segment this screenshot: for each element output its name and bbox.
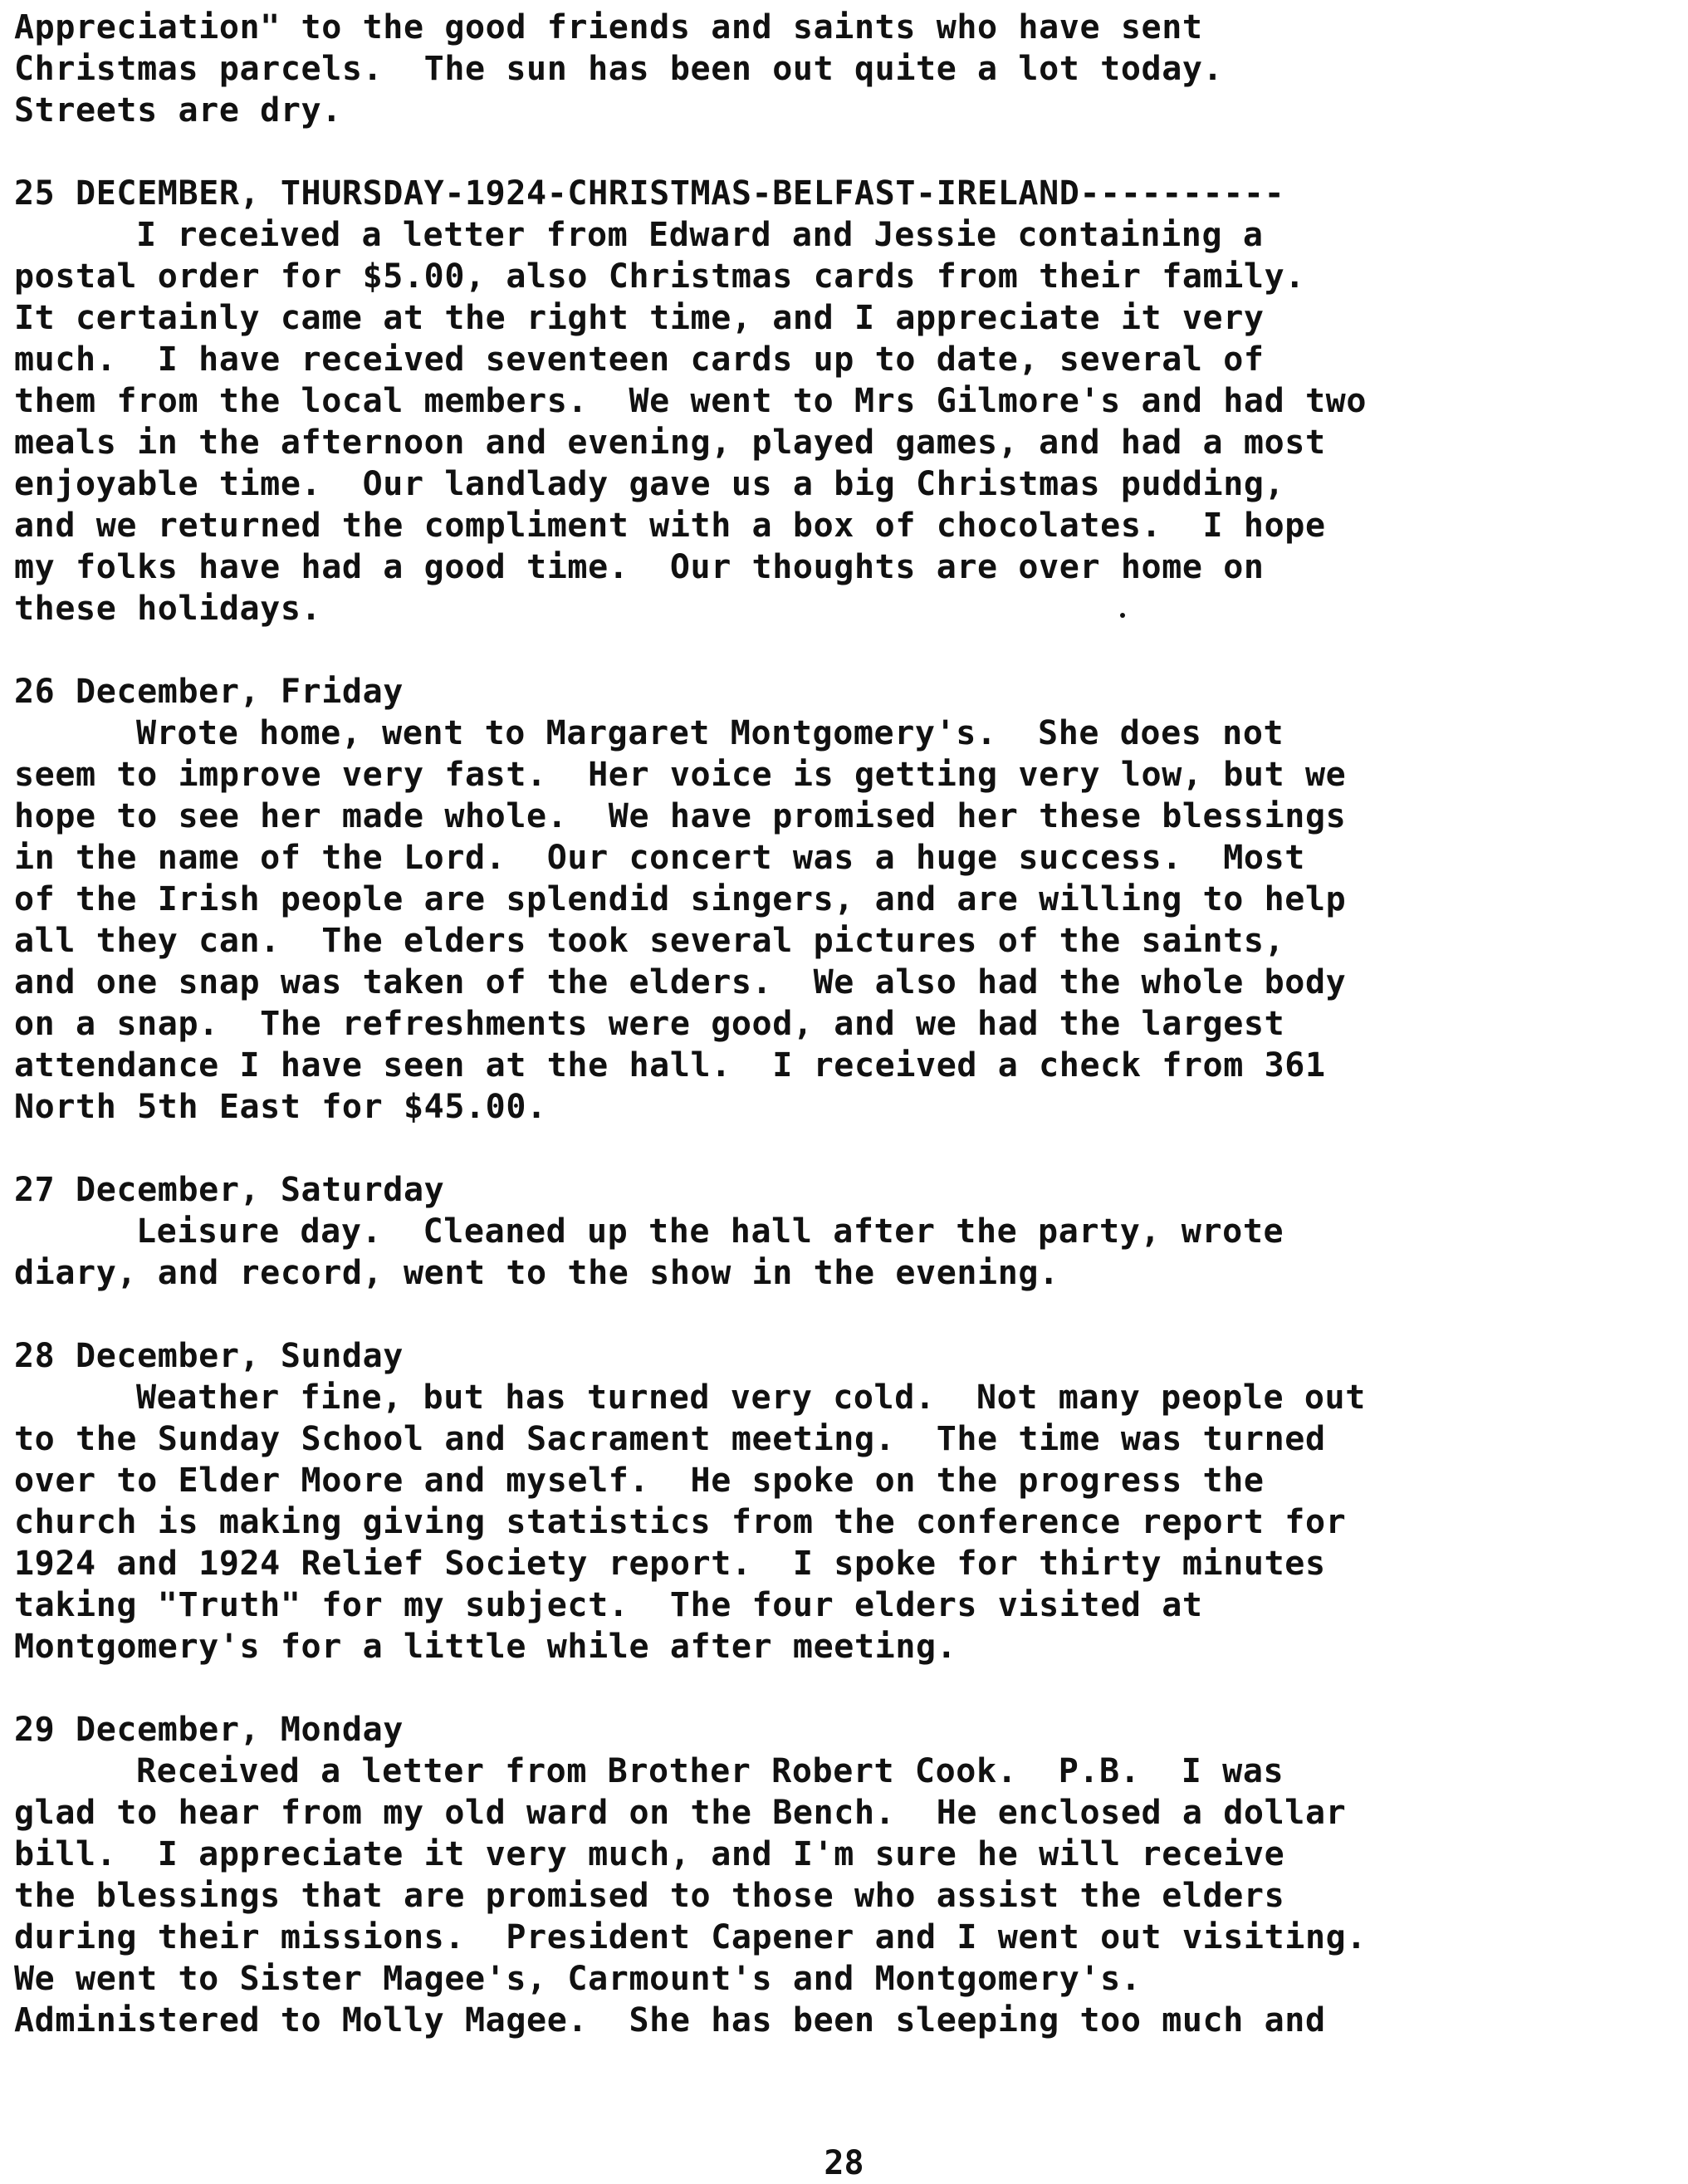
entry-first-line: Weather fine, but has turned very cold. Not many people out [136,1378,1366,1417]
entry-heading-26-december: 26 December, Friday [14,673,404,711]
entry-first-line: Wrote home, went to Margaret Montgomery's. She does not [136,714,1284,752]
entry-line: Administered to Molly Magee. She has been sleeping too much and [14,2001,1326,2040]
entry-line: to the Sunday School and Sacrament meeting. The time was turned [14,1420,1326,1458]
entry-first-line: Received a letter from Brother Robert Cook. P.B. I was [136,1752,1284,1790]
entry-first-line: I received a letter from Edward and Jessie containing a [136,216,1264,254]
entry-line: meals in the afternoon and evening, played games, and had a most [14,424,1326,462]
entry-line: We went to Sister Magee's, Carmount's and Montgomery's. [14,1960,1142,1998]
entry-line: It certainly came at the right time, and I appreciate it very [14,299,1265,337]
entry-heading-28-december: 28 December, Sunday [14,1337,404,1375]
entry-line: them from the local members. We went to Mrs Gilmore's and had two [14,382,1368,420]
entry-line: these holidays. [14,590,322,628]
entry-line: my folks have had a good time. Our thoughts are over home on [14,548,1265,586]
paragraph-gap [14,131,1675,173]
entry-line: of the Irish people are splendid singers, and are willing to help [14,880,1347,918]
entry-line: all they can. The elders took several pictures of the saints, [14,922,1285,960]
paragraph-gap [14,629,1675,671]
entry-heading-27-december: 27 December, Saturday [14,1171,445,1209]
entry-first-line: Leisure day. Cleaned up the hall after the party, wrote [136,1212,1284,1251]
entry-line: Montgomery's for a little while after meeting. [14,1628,957,1666]
entry-line: enjoyable time. Our landlady gave us a big Christmas pudding, [14,465,1285,503]
entry-line: taking "Truth" for my subject. The four elders visited at [14,1586,1203,1624]
entry-line: diary, and record, went to the show in the evening. [14,1254,1059,1292]
entry-line: bill. I appreciate it very much, and I'm sure he will receive [14,1835,1285,1873]
entry-line: much. I have received seventeen cards up to date, several of [14,340,1265,379]
paragraph-gap [14,1128,1675,1169]
entry-heading-29-december: 29 December, Monday [14,1711,404,1749]
entry-line: 1924 and 1924 Relief Society report. I spoke for thirty minutes [14,1545,1326,1583]
opening-line: Streets are dry. [14,91,342,130]
entry-line: hope to see her made whole. We have promised her these blessings [14,797,1347,835]
entry-line: in the name of the Lord. Our concert was a huge success. Most [14,839,1305,877]
entry-line: glad to hear from my old ward on the Bench. He enclosed a dollar [14,1794,1347,1832]
entry-line: seem to improve very fast. Her voice is getting very low, but we [14,756,1347,794]
opening-line: Christmas parcels. The sun has been out quite a lot today. [14,50,1224,88]
opening-line: Appreciation" to the good friends and saints who have sent [14,8,1203,47]
diary-text [14,7,1675,2041]
paragraph-gap [14,1294,1675,1335]
entry-line: church is making giving statistics from the conference report for [14,1503,1347,1541]
entry-line: during their missions. President Capener and I went out visiting. [14,1918,1368,1956]
paragraph-gap [14,1667,1675,1709]
entry-line: and we returned the compliment with a box of chocolates. I hope [14,507,1326,545]
entry-heading-25-december: 25 DECEMBER, THURSDAY-1924-CHRISTMAS-BELFAST-IRELAND---------- [14,174,1285,213]
entry-line: North 5th East for $45.00. [14,1088,547,1126]
entry-line: over to Elder Moore and myself. He spoke on the progress the [14,1462,1265,1500]
entry-line: and one snap was taken of the elders. We also had the whole body [14,963,1347,1001]
entry-line: on a snap. The refreshments were good, and we had the largest [14,1005,1285,1043]
entry-line: postal order for $5.00, also Christmas cards from their family. [14,257,1305,296]
entry-line: the blessings that are promised to those who assist the elders [14,1877,1285,1915]
stray-ink-dot [1120,613,1125,618]
entry-line: attendance I have seen at the hall. I received a check from 361 [14,1046,1326,1085]
page-number: 28 [824,2144,864,2182]
